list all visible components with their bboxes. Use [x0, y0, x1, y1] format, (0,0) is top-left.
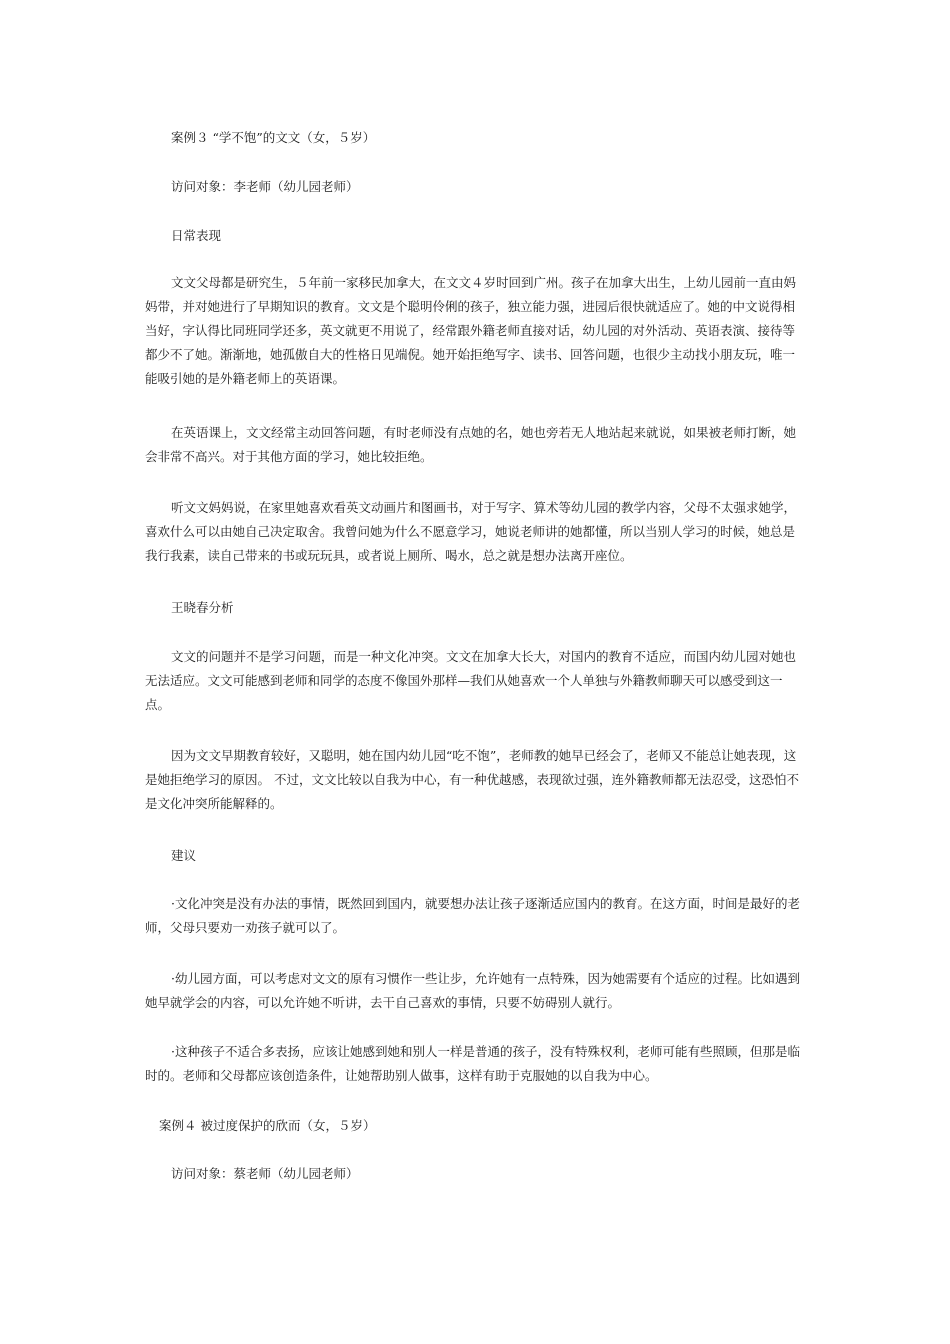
advice-item-3: ·这种孩子不适合多表扬，应该让她感到她和别人一样是普通的孩子，没有特殊权利，老师可能有些照顾，但那是临时的。老师和父母都应该创造条件，让她帮助别人做事，这样有助于克服她的以自我为中心。: [145, 1044, 800, 1083]
paragraph-5: 因为文文早期教育较好，又聪明，她在国内幼儿园“吃不饱”，老师教的她早已经会了，老师又不能总让她表现，这是她拒绝学习的原因。 不过，文文比较以自我为中心，有一种优越感，表现欲过强，连外籍教师都无法忍受，这恐怕不是文化冲突所能解释的。: [145, 748, 799, 811]
case4-interviewee: 访问对象：蔡老师（幼儿园老师）: [171, 1166, 359, 1181]
section-heading-advice: 建议: [171, 848, 197, 863]
section-heading-daily: 日常表现: [171, 228, 222, 243]
section-heading-analysis: 王晓春分析: [171, 600, 234, 615]
advice-item-1: ·文化冲突是没有办法的事情，既然回到国内，就要想办法让孩子逐渐适应国内的教育。在这方面，时间是最好的老师，父母只要劝一劝孩子就可以了。: [145, 896, 800, 935]
paragraph-1: 文文父母都是研究生，５年前一家移民加拿大，在文文４岁时回到广州。孩子在加拿大出生，上幼儿园前一直由妈妈带，并对她进行了早期知识的教育。文文是个聪明伶俐的孩子，独立能力强，进园后很快就适应了。她的中文说得相当好，字认得比同班同学还多，英文就更不用说了，经常跟外籍老师直接对话，幼儿园的对外活动、英语表演、接待等都少不了她。渐渐地，她孤傲自大的性格日见端倪。她开始拒绝写字、读书、回答问题，也很少主动找小朋友玩，唯一能吸引她的是外籍老师上的英语课。: [145, 275, 797, 386]
paragraph-2: 在英语课上，文文经常主动回答问题，有时老师没有点她的名，她也旁若无人地站起来就说，如果被老师打断，她会非常不高兴。对于其他方面的学习，她比较拒绝。: [145, 425, 797, 464]
paragraph-3: 听文文妈妈说，在家里她喜欢看英文动画片和图画书，对于写字、算术等幼儿园的教学内容，父母不太强求她学，喜欢什么可以由她自己决定取舍。我曾问她为什么不愿意学习，她说老师讲的她都懂，所以当别人学习的时候，她总是我行我素，读自己带来的书或玩玩具，或者说上厕所、喝水，总之就是想办法离开座位。: [145, 500, 797, 563]
case4-title: 案例４ 被过度保护的欣而（女，５岁）: [159, 1118, 376, 1133]
case3-interviewee: 访问对象：李老师（幼儿园老师）: [171, 179, 359, 194]
paragraph-4: 文文的问题并不是学习问题，而是一种文化冲突。文文在加拿大长大，对国内的教育不适应，而国内幼儿园对她也无法适应。文文可能感到老师和同学的态度不像国外那样—我们从她喜欢一个人单独与外籍教师聊天可以感受到这一点。: [145, 649, 797, 712]
case3-title: 案例３ “学不饱”的文文（女，５岁）: [171, 130, 376, 145]
advice-item-2: ·幼儿园方面，可以考虑对文文的原有习惯作一些让步，允许她有一点特殊，因为她需要有个适应的过程。比如遇到她早就学会的内容，可以允许她不听讲，去干自己喜欢的事情，只要不妨碍别人就行。: [145, 971, 800, 1010]
